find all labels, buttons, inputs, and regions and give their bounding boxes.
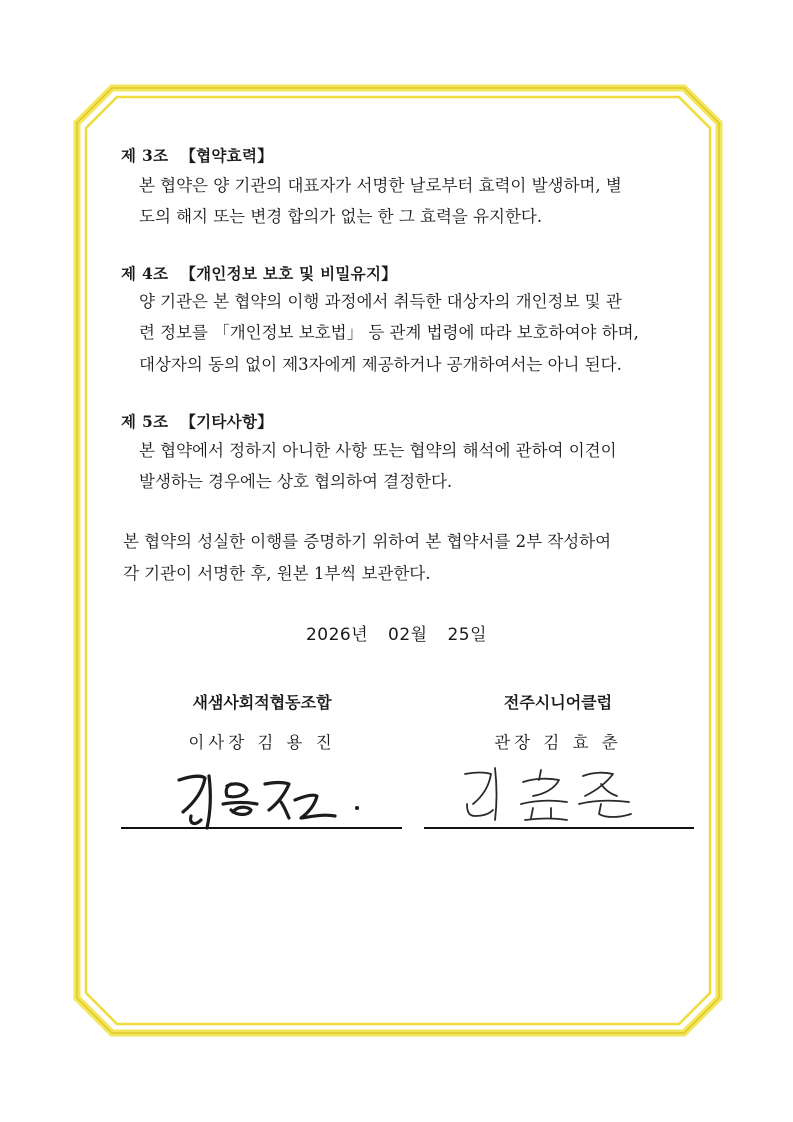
party-representative: 관장 김 효 춘	[494, 733, 622, 752]
closing-text-line: 각 기관이 서명한 후, 원본 1부씩 보관한다.	[123, 564, 431, 583]
closing-text-line: 본 협약의 성실한 이행를 증명하기 위하여 본 협약서를 2부 작성하여	[123, 532, 612, 551]
party-representative: 이사장 김 용 진	[188, 733, 336, 752]
article-number: 제 3조	[121, 146, 169, 165]
signature-line	[121, 827, 402, 829]
article-text-line: 본 협약은 양 기관의 대표자가 서명한 날로부터 효력이 발생하며, 별	[139, 176, 622, 195]
article-heading	[121, 410, 273, 432]
article-text-line: 대상자의 동의 없이 제3자에게 제공하거나 공개하여서는 아니 된다.	[139, 355, 622, 374]
party-organization: 전주시니어클럽	[503, 693, 613, 712]
article-number: 제 5조	[121, 412, 169, 431]
article-text-line: 양 기관은 본 협약의 이행 과정에서 취득한 대상자의 개인정보 및 관	[139, 292, 622, 311]
signature-line	[424, 827, 694, 829]
signature-kim-hyochun	[455, 760, 655, 830]
article-text-line: 본 협약에서 정하지 아니한 사항 또는 협약의 해석에 관하여 이견이	[139, 441, 617, 460]
article-text-line: 도의 해지 또는 변경 합의가 없는 한 그 효력을 유지한다.	[139, 207, 543, 226]
signature-kim-yongjin	[165, 762, 385, 834]
article-text-line: 련 정보를 「개인정보 보호법」 등 관계 법령에 따라 보호하여야 하며,	[139, 323, 639, 342]
article-heading	[121, 144, 273, 166]
article-number: 제 4조	[121, 264, 169, 283]
article-text-line: 발생하는 경우에는 상호 협의하여 결정한다.	[139, 472, 453, 491]
agreement-date: 2026년 02월 25일	[305, 625, 488, 645]
article-title: 【협약효력】	[180, 146, 274, 165]
article-title: 【기타사항】	[180, 412, 274, 431]
article-heading	[121, 262, 397, 284]
article-title: 【개인정보 보호 및 비밀유지】	[180, 264, 398, 283]
party-organization: 새샘사회적협동조합	[192, 693, 332, 712]
